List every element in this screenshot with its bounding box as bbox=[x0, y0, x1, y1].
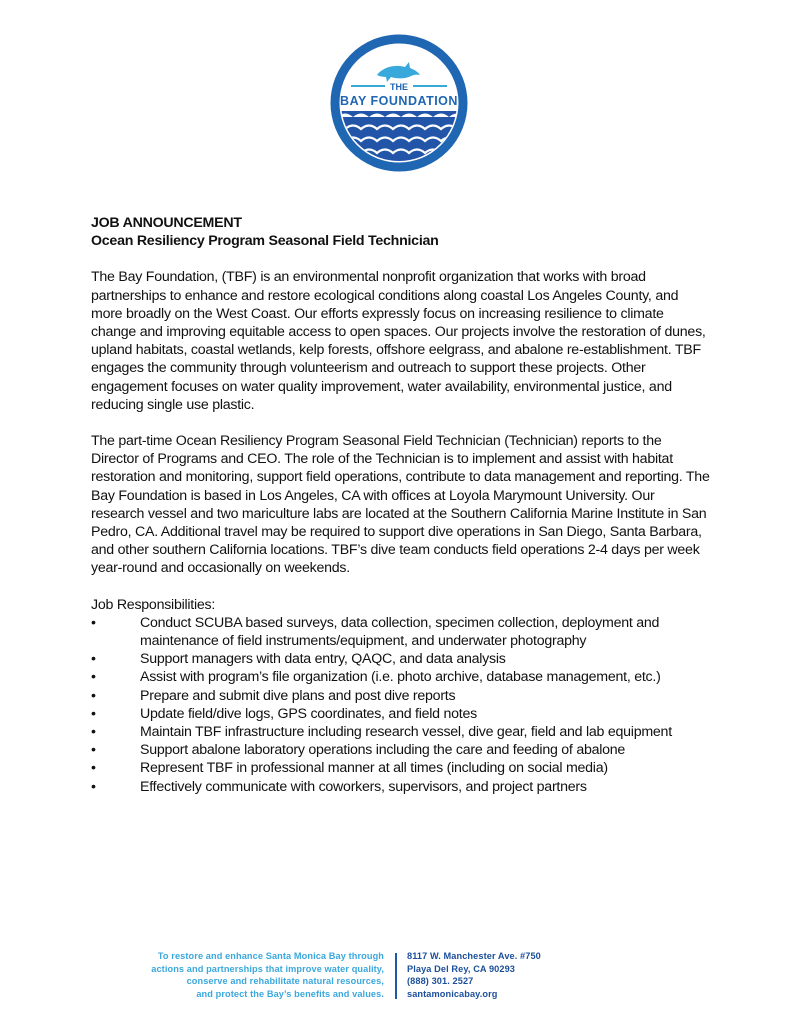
mission-line: actions and partnerships that improve water quality, bbox=[151, 963, 384, 974]
role-description: The part-time Ocean Resiliency Program Seasonal Field Technician (Technician) reports to the Director of Programs and CEO. The role of the Technician is to implement and assist with habitat restoration and monitoring, support field operations, contribute to data management and reporting. The Bay Foundation is based in Los Angeles, CA with offices at Loyola Marymount University. Our research vessel and two mariculture labs are located at the Southern California Marine Institute in San Pedro, CA. Additional travel may be required to support dive operations in San Diego, Santa Barbara, and other southern California locations. TBF’s dive team conducts field operations 2-4 days per week year-round and occasionally on weekends. bbox=[91, 433, 710, 577]
announcement-label: JOB ANNOUNCEMENT bbox=[91, 215, 242, 231]
mission-line: conserve and rehabilitate natural resources, bbox=[186, 976, 384, 986]
organization-description: The Bay Foundation, (TBF) is an environmental nonprofit organization that works with broad partnerships to enhance and restore ecological conditions along coastal Los Angeles County, and more broadly on the West Coast. Our efforts expressly focus on increasing resilience to climate change and improving equitable access to open spaces. Our projects involve the restoration of dunes, upland habitats, coastal wetlands, kelp forests, offshore eelgrass, and abalone re-establishment. TBF engages the community through volunteerism and outreach to support these projects. Other engagement focuses on water quality improvement, water availability, environmental justice, and reducing single use plastic. bbox=[91, 269, 706, 413]
mission-line: and protect the Bay’s benefits and values. bbox=[196, 988, 384, 999]
responsibilities-list bbox=[91, 614, 711, 796]
responsibility-text: Update field/dive logs, GPS coordinates, and field notes bbox=[140, 705, 477, 722]
responsibility-text: Represent TBF in professional manner at all times (including on social media) bbox=[140, 760, 608, 777]
footer-divider bbox=[395, 953, 397, 999]
mission-statement bbox=[151, 950, 384, 1000]
list-item bbox=[91, 687, 711, 705]
responsibilities-heading: Job Responsibilities: bbox=[91, 596, 216, 613]
responsibility-text: Support managers with data entry, QAQC, and data analysis bbox=[140, 651, 506, 668]
responsibility-text: Conduct SCUBA based surveys, data collection, specimen collection, deployment and maintenance of field instruments/equipment, and underwater photography bbox=[140, 614, 660, 650]
job-announcement-body bbox=[91, 214, 711, 796]
mission-line: To restore and enhance Santa Monica Bay through bbox=[157, 951, 384, 961]
list-item bbox=[91, 650, 711, 668]
list-item bbox=[91, 741, 711, 759]
list-item bbox=[91, 668, 711, 686]
address-line-2: Playa Del Rey, CA 90293 bbox=[407, 963, 516, 974]
list-item bbox=[91, 759, 711, 777]
bullet-icon: • bbox=[91, 651, 96, 668]
bullet-icon: • bbox=[91, 778, 96, 795]
bay-foundation-logo bbox=[329, 33, 469, 173]
list-item bbox=[91, 614, 711, 650]
logo-name-text: BAY FOUNDATION bbox=[340, 94, 458, 108]
list-item bbox=[91, 778, 711, 796]
responsibility-text: Assist with program’s file organization (i.e. photo archive, database management, etc.) bbox=[140, 669, 661, 686]
bullet-icon: • bbox=[91, 705, 96, 722]
logo-emblem-icon bbox=[329, 33, 469, 173]
bullet-icon: • bbox=[91, 687, 96, 704]
website-link[interactable]: santamonicabay.org bbox=[407, 988, 498, 999]
responsibility-text: Effectively communicate with coworkers, supervisors, and project partners bbox=[140, 778, 587, 795]
bullet-icon: • bbox=[91, 742, 96, 759]
responsibility-text: Support abalone laboratory operations including the care and feeding of abalone bbox=[140, 742, 626, 759]
list-item bbox=[91, 705, 711, 723]
letterhead-footer bbox=[100, 950, 580, 1005]
phone-number: (888) 301. 2527 bbox=[407, 976, 474, 986]
contact-info bbox=[407, 950, 541, 1000]
list-item bbox=[91, 723, 711, 741]
responsibility-text: Maintain TBF infrastructure including research vessel, dive gear, field and lab equipment bbox=[140, 724, 672, 741]
responsibility-text: Prepare and submit dive plans and post dive reports bbox=[140, 687, 456, 704]
address-line-1: 8117 W. Manchester Ave. #750 bbox=[407, 951, 541, 961]
job-title: Ocean Resiliency Program Seasonal Field Technician bbox=[91, 233, 439, 250]
bullet-icon: • bbox=[91, 760, 96, 777]
bullet-icon: • bbox=[91, 669, 96, 686]
bullet-icon: • bbox=[91, 614, 96, 631]
logo-the-text: THE bbox=[390, 82, 408, 92]
bullet-icon: • bbox=[91, 724, 96, 741]
